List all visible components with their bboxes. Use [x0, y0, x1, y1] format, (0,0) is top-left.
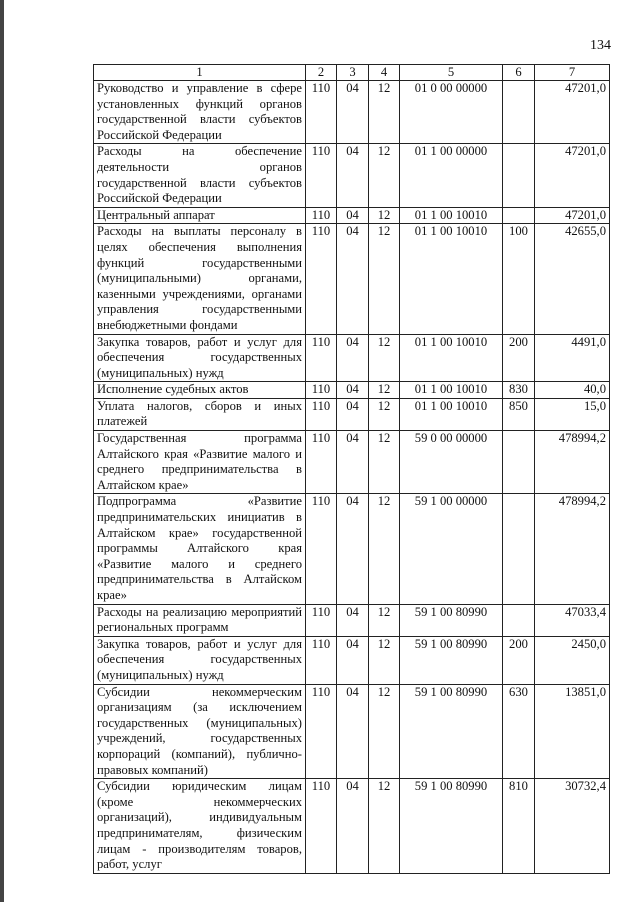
col-7-cell: 47201,0 — [535, 144, 610, 207]
col-2-cell: 110 — [306, 636, 337, 684]
header-cell: 3 — [337, 65, 369, 81]
col-4-cell: 12 — [369, 494, 400, 604]
col-6-cell: 830 — [503, 382, 535, 399]
header-cell: 4 — [369, 65, 400, 81]
col-2-cell: 110 — [306, 494, 337, 604]
col-3-cell: 04 — [337, 431, 369, 494]
col-5-cell: 59 1 00 00000 — [400, 494, 503, 604]
col-4-cell: 12 — [369, 398, 400, 430]
col-2-cell: 110 — [306, 431, 337, 494]
col-3-cell: 04 — [337, 382, 369, 399]
scan-edge — [0, 0, 4, 902]
col-3-cell: 04 — [337, 779, 369, 874]
table-row — [94, 684, 610, 779]
col-6-cell — [503, 431, 535, 494]
col-3-cell: 04 — [337, 398, 369, 430]
col-2-cell: 110 — [306, 207, 337, 224]
col-4-cell: 12 — [369, 431, 400, 494]
col-6-cell: 200 — [503, 636, 535, 684]
header-cell: 1 — [94, 65, 306, 81]
col-2-cell: 110 — [306, 224, 337, 334]
col-6-cell: 200 — [503, 334, 535, 382]
row-name-cell: Расходы на реализацию мероприятий региональных программ — [94, 604, 306, 636]
col-5-cell: 59 1 00 80990 — [400, 779, 503, 874]
col-7-cell: 47033,4 — [535, 604, 610, 636]
table-row — [94, 494, 610, 604]
col-3-cell: 04 — [337, 604, 369, 636]
col-6-cell — [503, 604, 535, 636]
col-6-cell: 630 — [503, 684, 535, 779]
col-7-cell: 2450,0 — [535, 636, 610, 684]
table-row — [94, 398, 610, 430]
col-4-cell: 12 — [369, 779, 400, 874]
row-name-cell: Субсидии юридическим лицам (кроме некоммерческих организаций), индивидуальным предпринимателям, физическим лицам - производителям товаров, работ, услуг — [94, 779, 306, 874]
col-7-cell: 42655,0 — [535, 224, 610, 334]
col-6-cell — [503, 494, 535, 604]
col-5-cell: 01 1 00 10010 — [400, 224, 503, 334]
col-7-cell: 47201,0 — [535, 81, 610, 144]
col-3-cell: 04 — [337, 144, 369, 207]
col-6-cell — [503, 81, 535, 144]
table-row — [94, 81, 610, 144]
col-7-cell: 478994,2 — [535, 494, 610, 604]
col-2-cell: 110 — [306, 81, 337, 144]
row-name-cell: Закупка товаров, работ и услуг для обеспечения государственных (муниципальных) нужд — [94, 334, 306, 382]
col-4-cell: 12 — [369, 207, 400, 224]
col-3-cell: 04 — [337, 684, 369, 779]
row-name-cell: Государственная программа Алтайского края «Развитие малого и среднего предпринимательства в Алтайском крае» — [94, 431, 306, 494]
col-2-cell: 110 — [306, 398, 337, 430]
col-4-cell: 12 — [369, 382, 400, 399]
col-7-cell: 47201,0 — [535, 207, 610, 224]
col-3-cell: 04 — [337, 636, 369, 684]
header-cell: 6 — [503, 65, 535, 81]
table-row — [94, 224, 610, 334]
col-6-cell: 850 — [503, 398, 535, 430]
col-5-cell: 01 1 00 10010 — [400, 334, 503, 382]
col-4-cell: 12 — [369, 604, 400, 636]
row-name-cell: Расходы на обеспечение деятельности органов государственной власти субъектов Российской Федерации — [94, 144, 306, 207]
col-7-cell: 478994,2 — [535, 431, 610, 494]
col-4-cell: 12 — [369, 684, 400, 779]
col-2-cell: 110 — [306, 779, 337, 874]
col-7-cell: 15,0 — [535, 398, 610, 430]
row-name-cell: Закупка товаров, работ и услуг для обеспечения государственных (муниципальных) нужд — [94, 636, 306, 684]
col-5-cell: 01 1 00 00000 — [400, 144, 503, 207]
col-6-cell — [503, 207, 535, 224]
col-2-cell: 110 — [306, 144, 337, 207]
row-name-cell: Центральный аппарат — [94, 207, 306, 224]
budget-table — [93, 64, 610, 874]
col-7-cell: 4491,0 — [535, 334, 610, 382]
header-cell: 5 — [400, 65, 503, 81]
col-3-cell: 04 — [337, 207, 369, 224]
col-3-cell: 04 — [337, 81, 369, 144]
col-2-cell: 110 — [306, 334, 337, 382]
col-5-cell: 59 1 00 80990 — [400, 684, 503, 779]
table-row — [94, 779, 610, 874]
col-4-cell: 12 — [369, 636, 400, 684]
row-name-cell: Руководство и управление в сфере установленных функций органов государственной власти субъектов Российской Федерации — [94, 81, 306, 144]
col-6-cell: 810 — [503, 779, 535, 874]
table-header-row — [94, 65, 610, 81]
col-3-cell: 04 — [337, 224, 369, 334]
col-7-cell: 30732,4 — [535, 779, 610, 874]
col-5-cell: 59 1 00 80990 — [400, 636, 503, 684]
row-name-cell: Расходы на выплаты персоналу в целях обеспечения выполнения функций государственными (муниципальными) органами, казенными учреждениями, органами управления государственными внебюджетными фондами — [94, 224, 306, 334]
row-name-cell: Субсидии некоммерческим организациям (за исключением государственных (муниципальных) учреждений, государственных корпораций (компаний), публично-правовых компаний) — [94, 684, 306, 779]
col-3-cell: 04 — [337, 494, 369, 604]
col-5-cell: 01 0 00 00000 — [400, 81, 503, 144]
col-5-cell: 01 1 00 10010 — [400, 382, 503, 399]
col-5-cell: 01 1 00 10010 — [400, 207, 503, 224]
col-5-cell: 01 1 00 10010 — [400, 398, 503, 430]
table-row — [94, 431, 610, 494]
col-2-cell: 110 — [306, 684, 337, 779]
col-7-cell: 40,0 — [535, 382, 610, 399]
table-row — [94, 636, 610, 684]
col-6-cell — [503, 144, 535, 207]
col-2-cell: 110 — [306, 382, 337, 399]
row-name-cell: Уплата налогов, сборов и иных платежей — [94, 398, 306, 430]
header-cell: 7 — [535, 65, 610, 81]
table-row — [94, 604, 610, 636]
col-4-cell: 12 — [369, 81, 400, 144]
row-name-cell: Подпрограмма «Развитие предпринимательских инициатив в Алтайском крае» государственной программы Алтайского края «Развитие малого и среднего предпринимательства в Алтайском крае» — [94, 494, 306, 604]
col-4-cell: 12 — [369, 334, 400, 382]
table-row — [94, 334, 610, 382]
header-cell: 2 — [306, 65, 337, 81]
col-2-cell: 110 — [306, 604, 337, 636]
row-name-cell: Исполнение судебных актов — [94, 382, 306, 399]
table-row — [94, 382, 610, 399]
col-3-cell: 04 — [337, 334, 369, 382]
table-row — [94, 207, 610, 224]
col-5-cell: 59 1 00 80990 — [400, 604, 503, 636]
page-number: 134 — [590, 38, 611, 53]
col-7-cell: 13851,0 — [535, 684, 610, 779]
table-row — [94, 144, 610, 207]
col-5-cell: 59 0 00 00000 — [400, 431, 503, 494]
col-4-cell: 12 — [369, 144, 400, 207]
col-6-cell: 100 — [503, 224, 535, 334]
col-4-cell: 12 — [369, 224, 400, 334]
